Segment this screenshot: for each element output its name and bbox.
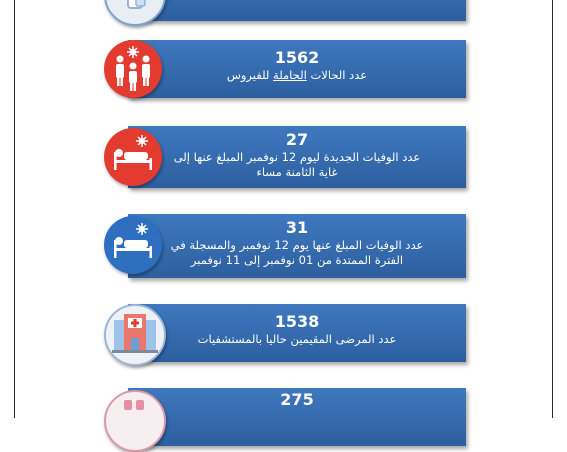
patient-bed-virus-icon <box>104 216 162 274</box>
stat-value: 1562 <box>274 48 320 67</box>
stat-label <box>128 68 466 83</box>
label-part: للفيروس <box>226 68 274 82</box>
stat-label-line2: غاية الثامنة مساء <box>256 165 338 179</box>
stat-card-hospitalized <box>128 304 466 362</box>
stat-card-sixth <box>128 388 466 446</box>
hospital-icon <box>104 304 166 366</box>
stat-value: 27 <box>285 130 309 149</box>
stat-card-tests <box>128 0 466 21</box>
label-underlined: الحاملة <box>273 68 307 82</box>
stat-value: 31 <box>285 218 309 237</box>
label-part: عدد الحالات <box>306 68 368 82</box>
stat-value: 1538 <box>274 312 320 331</box>
stat-card-reported-deaths <box>128 214 466 278</box>
stat-value: 275 <box>280 390 314 409</box>
virus-people-icon <box>104 40 162 98</box>
stat-label-line1: عدد الوفيات الجديدة ليوم 12 نوفمبر المبلغ عنها إلى <box>173 150 421 164</box>
medical-icon <box>104 390 166 452</box>
stat-label-line2: الفترة الممتدة من 01 نوفمبر إلى 11 نوفمبر <box>190 253 404 267</box>
stat-label-line1: عدد الوفيات المبلغ عنها يوم 12 نوفمبر والمسجلة في <box>170 238 424 252</box>
test-tube-icon <box>104 0 166 26</box>
patient-bed-virus-icon <box>104 128 162 186</box>
stat-card-new-deaths <box>128 126 466 188</box>
stat-label: عدد المرضى المقيمين حاليا بالمستشفيات <box>197 332 397 346</box>
stat-card-cases <box>128 40 466 98</box>
